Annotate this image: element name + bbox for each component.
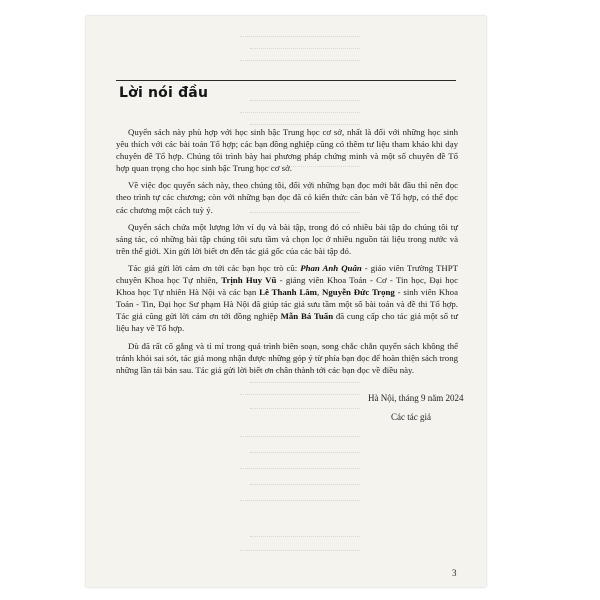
person-name: Mẫn Bá Tuấn: [280, 311, 334, 322]
bleed-line: [240, 468, 360, 470]
person-name: Phan Anh Quân: [300, 262, 362, 273]
paragraph-text: - sinh viên Khoa Toán - Tin, Đại học Sư phạm Hà Nội đã giúp tác giả sưu tầm một số bài toán và đề thi Tổ hợp. Tác giả cũng gửi lời cảm ơn tới đồng nghiệp: [116, 287, 458, 322]
preface-paragraph: [116, 221, 458, 257]
bleed-line: [250, 408, 360, 410]
preface-body: [116, 126, 458, 381]
page-number: 3: [452, 568, 457, 578]
bleed-line: [240, 550, 360, 552]
bleed-line: [240, 112, 360, 114]
paragraph-text: Về việc đọc quyển sách này, theo chúng tôi, đối với những bạn đọc mới bắt đầu thì nên đọc theo trình tự các chương; còn với những bạn đọc đã có kiến thức căn bản về Tổ hợp, có thể đọc các chương một cách tuỳ ý.: [116, 180, 458, 215]
paragraph-text: Tác giả gửi lời cảm ơn tới các bạn học trò cũ:: [128, 262, 301, 273]
page-heading: Lời nói đầu: [119, 85, 209, 101]
preface-paragraph: [116, 179, 458, 215]
preface-paragraph: [116, 126, 458, 174]
bleed-line: [240, 394, 360, 396]
bleed-line: [250, 536, 360, 538]
bleed-line: [250, 452, 360, 454]
bleed-line: [240, 60, 360, 62]
paragraph-text: Quyển sách chứa một lượng lớn ví dụ và bài tập, trong đó có nhiều bài tập do chúng tôi tự sáng tác, có những bài tập chúng tôi sưu tầm và chọn lọc ở nhiều nguồn tài liệu trong nước và trên thế giới. Xin gửi lời biết ơn đến tác giả gốc của các bài tập đó.: [116, 221, 458, 256]
paragraph-text: ,: [316, 287, 323, 298]
paragraph-text: - giảng viên Khoa Toán - Cơ - Tin học, Đại học Khoa học Tự nhiên Hà Nội và các bạn: [116, 275, 458, 298]
paragraph-text: - giáo viên Trường THPT chuyên Khoa học Tự nhiên,: [116, 262, 458, 286]
bleed-line: [250, 382, 360, 384]
paragraph-text: Quyển sách này phù hợp với học sinh bậc Trung học cơ sở, nhất là đối với những học sinh yêu thích với các bài toán Tổ hợp; các bạn đồng nghiệp cũng có thêm tư liệu tham khảo khi dạy chuyên đề Tổ hợp. Chúng tôi trình bày hai phương pháp chứng minh và một số chuyên đề Tổ hợp quan trọng cho học sinh bậc Trung học cơ sở.: [116, 127, 458, 174]
place-date: Hà Nội, tháng 9 năm 2024: [368, 393, 464, 403]
book-page: [86, 16, 486, 587]
paragraph-text: Dù đã rất cố gắng và tỉ mỉ trong quá trình biên soạn, song chắc chắn quyển sách không thể tránh khỏi sai sót, tác giả mong nhận được những góp ý từ phía bạn đọc để hoàn thiện sách trong những lần tái bản sau. Tác giả gửi lời biết ơn chân thành tới các bạn đọc về điều này.: [116, 340, 458, 375]
bleed-line: [250, 100, 360, 102]
bleed-line: [240, 36, 360, 38]
signature: Các tác giả: [391, 412, 431, 422]
bleed-line: [240, 500, 360, 502]
person-name: Trịnh Huy Vũ: [221, 275, 277, 286]
bleed-line: [250, 48, 360, 50]
heading-rule: [116, 80, 456, 81]
preface-paragraph: [116, 340, 458, 376]
paragraph-text: đã cung cấp cho tác giả một số tư liệu hay về Tổ hợp.: [116, 311, 459, 334]
bleed-line: [250, 484, 360, 486]
person-name: Lê Thanh Lâm: [259, 287, 317, 298]
bleed-line: [240, 436, 360, 438]
preface-paragraph: [116, 262, 458, 335]
person-name: Nguyễn Đức Trọng: [322, 287, 395, 298]
